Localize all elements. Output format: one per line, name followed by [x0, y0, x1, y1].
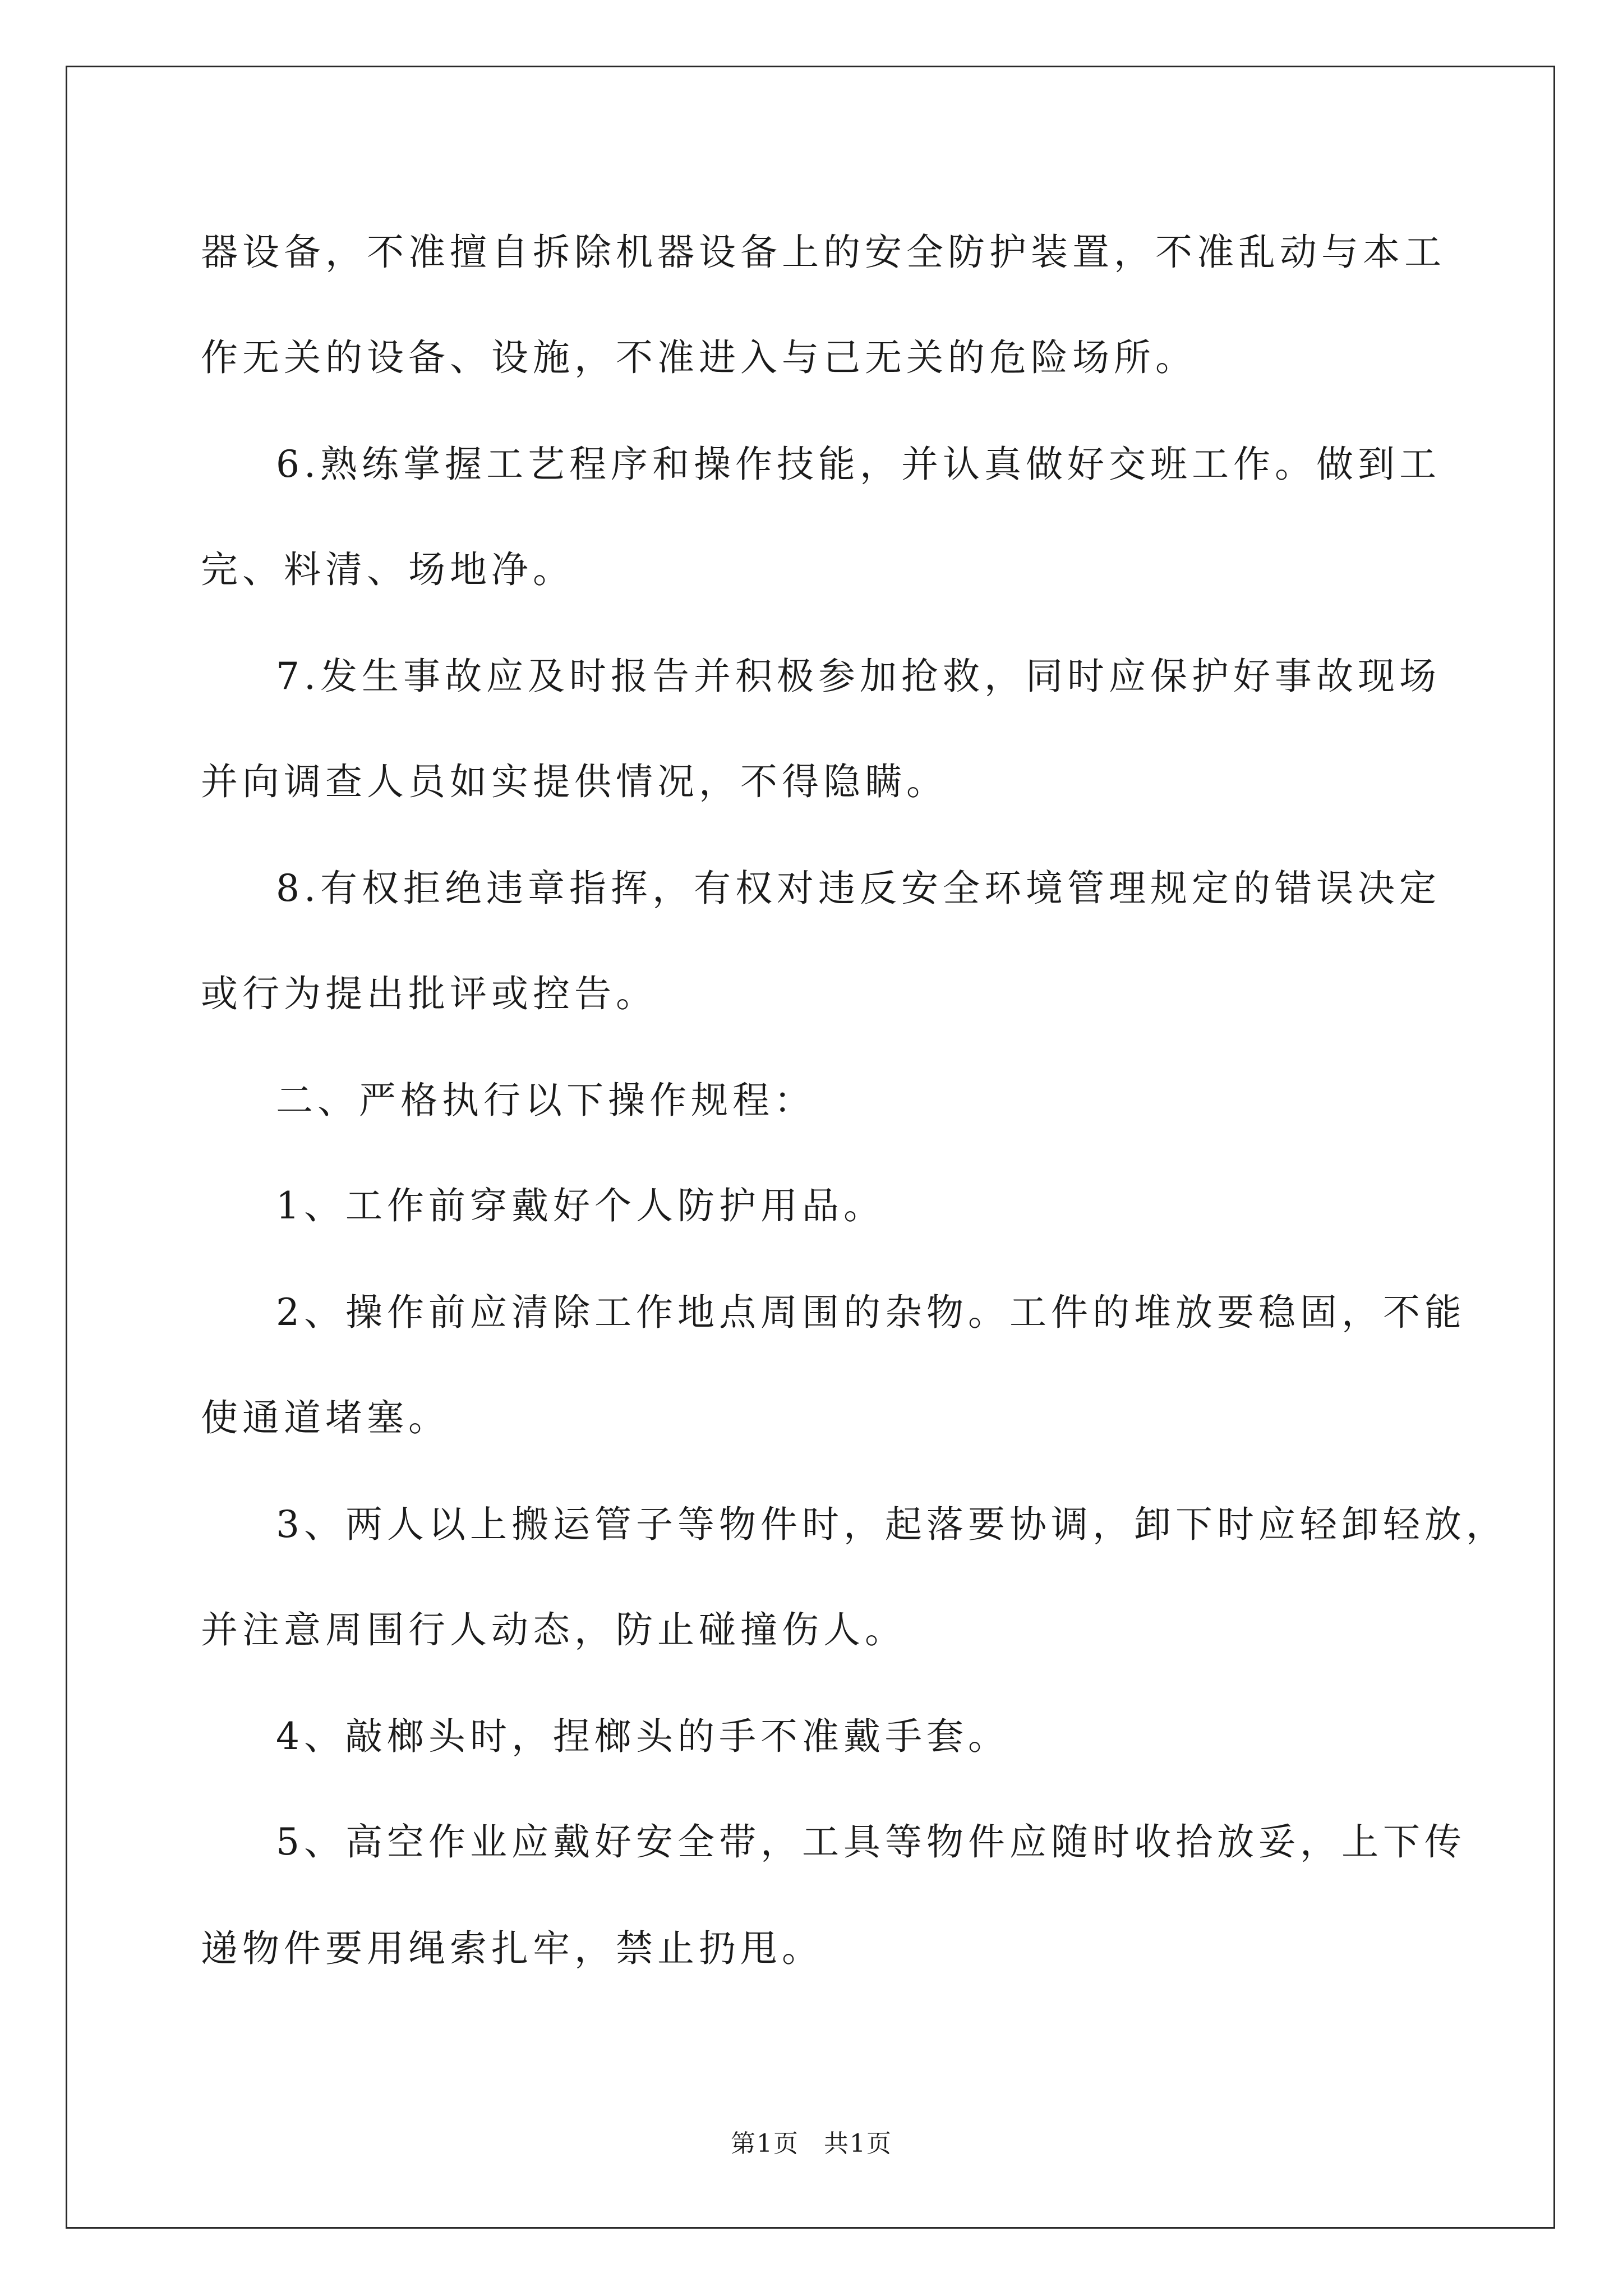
paragraph-line: 并注意周围行人动态，防止碰撞伤人。 — [201, 1608, 906, 1651]
paragraph-line: 8.有权拒绝违章指挥，有权对违反安全环境管理规定的错误决定 — [276, 867, 1441, 910]
paragraph-line: 完、料清、场地净。 — [201, 548, 574, 591]
paragraph-line: 7.发生事故应及时报告并积极参加抢救，同时应保护好事故现场 — [276, 655, 1441, 698]
paragraph-line: 3、两人以上搬运管子等物件时，起落要协调，卸下时应轻卸轻放， — [276, 1503, 1507, 1546]
paragraph-line: 作无关的设备、设施，不准进入与己无关的危险场所。 — [201, 336, 1197, 379]
paragraph-line: 1、工作前穿戴好个人防护用品。 — [276, 1184, 885, 1227]
paragraph-line: 或行为提出批评或控告。 — [201, 972, 657, 1015]
paragraph-line: 器设备，不准擅自拆除机器设备上的安全防护装置，不准乱动与本工 — [201, 231, 1446, 274]
page-number: 第1页 — [731, 2129, 799, 2158]
page-total: 共1页 — [824, 2129, 892, 2158]
page-footer — [0, 2123, 1623, 2159]
paragraph-line: 5、高空作业应戴好安全带，工具等物件应随时收拾放妥，上下传 — [276, 1820, 1466, 1864]
paragraph-line: 并向调查人员如实提供情况，不得隐瞒。 — [201, 760, 948, 803]
paragraph-line: 4、敲榔头时，捏榔头的手不准戴手套。 — [276, 1715, 1009, 1758]
paragraph-line: 递物件要用绳索扎牢，禁止扔甩。 — [201, 1927, 823, 1970]
paragraph-line: 6.熟练掌握工艺程序和操作技能，并认真做好交班工作。做到工 — [276, 443, 1441, 486]
page-border — [66, 66, 1555, 2229]
paragraph-line: 2、操作前应清除工作地点周围的杂物。工件的堆放要稳固，不能 — [276, 1291, 1466, 1334]
paragraph-line: 使通道堵塞。 — [201, 1396, 450, 1439]
section-heading: 二、严格执行以下操作规程： — [276, 1079, 815, 1122]
